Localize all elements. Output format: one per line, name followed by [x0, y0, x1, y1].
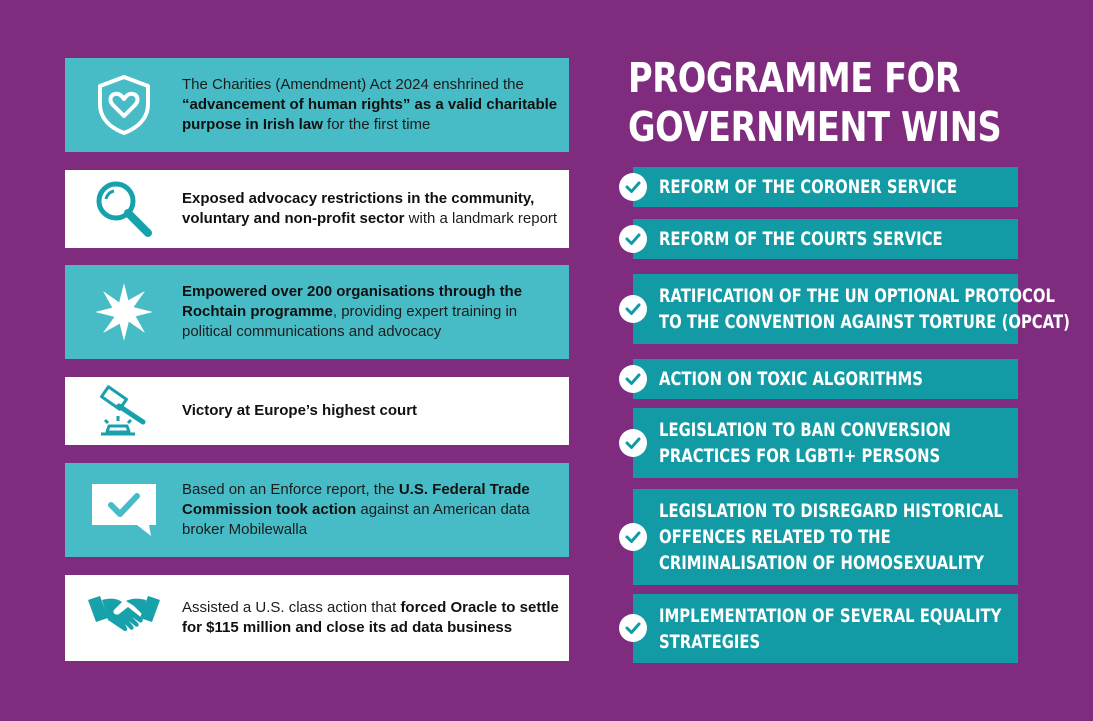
check-circle-icon [619, 173, 647, 201]
starburst-icon [65, 279, 182, 345]
check-circle-icon [619, 614, 647, 642]
check-circle-icon [619, 429, 647, 457]
handshake-icon [65, 592, 182, 644]
win-item: LEGISLATION TO DISREGARD HISTORICAL OFFENCES RELATED TO THE CRIMINALISATION OF HOMOSEXUALITY [633, 489, 1018, 585]
check-circle-icon [619, 295, 647, 323]
win-item: RATIFICATION OF THE UN OPTIONAL PROTOCOL TO THE CONVENTION AGAINST TORTURE (OPCAT) [633, 274, 1018, 344]
win-item: LEGISLATION TO BAN CONVERSION PRACTICES FOR LGBTI+ PERSONS [633, 408, 1018, 478]
card-advocacy-report: Exposed advocacy restrictions in the community, voluntary and non-profit sector with a landmark report [65, 170, 569, 248]
card-court-victory: Victory at Europe’s highest court [65, 377, 569, 445]
win-item: REFORM OF THE CORONER SERVICE [633, 167, 1018, 207]
title-line-1: PROGRAMME FOR [628, 54, 961, 102]
win-item: ACTION ON TOXIC ALGORITHMS [633, 359, 1018, 399]
card-ftc-action: Based on an Enforce report, the U.S. Federal Trade Commission took action against an American data broker Mobilewalla [65, 463, 569, 557]
card-charities-act: The Charities (Amendment) Act 2024 enshrined the “advancement of human rights” as a valid charitable purpose in Irish law for the first time [65, 58, 569, 152]
check-speech-bubble-icon [65, 481, 182, 539]
magnifying-glass-icon [65, 179, 182, 239]
win-item: IMPLEMENTATION OF SEVERAL EQUALITY STRATEGIES [633, 594, 1018, 663]
card-oracle-settlement: Assisted a U.S. class action that forced Oracle to settle for $115 million and close its ad data business [65, 575, 569, 661]
check-circle-icon [619, 225, 647, 253]
gavel-icon [65, 382, 182, 440]
shield-heart-icon [65, 74, 182, 136]
card-rochtain-programme: Empowered over 200 organisations through the Rochtain programme, providing expert training in political communications and advocacy [65, 265, 569, 359]
page-title [628, 54, 1002, 152]
win-item: REFORM OF THE COURTS SERVICE [633, 219, 1018, 259]
check-circle-icon [619, 523, 647, 551]
check-circle-icon [619, 365, 647, 393]
title-line-2: GOVERNMENT WINS [628, 103, 1002, 151]
